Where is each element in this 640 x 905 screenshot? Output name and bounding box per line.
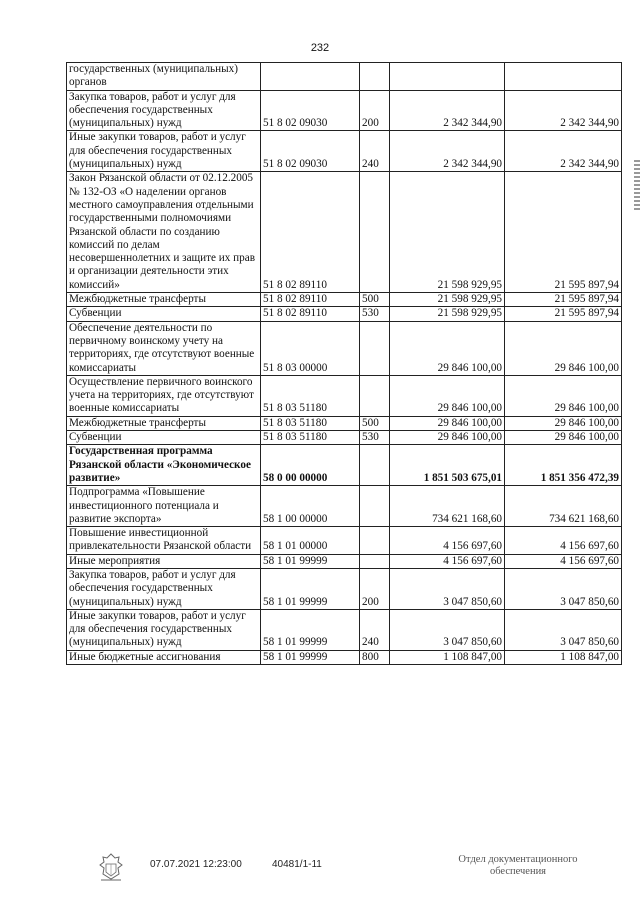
cell-amount-2: 2 342 344,90 — [505, 131, 622, 172]
cell-amount-1: 3 047 850,60 — [390, 568, 505, 609]
cell-code: 51 8 02 09030 — [261, 90, 360, 131]
cell-name: Иные закупки товаров, работ и услуг для обеспечения государственных (муниципальных) нужд — [67, 609, 261, 650]
cell-name: Иные бюджетные ассигнования — [67, 650, 261, 664]
cell-amount-1: 29 846 100,00 — [390, 416, 505, 430]
cell-code: 58 1 00 00000 — [261, 486, 360, 527]
cell-name: государственных (муниципальных) органов — [67, 63, 261, 91]
cell-amount-1: 29 846 100,00 — [390, 375, 505, 416]
cell-amount-2: 2 342 344,90 — [505, 90, 622, 131]
table-row — [67, 293, 622, 307]
table-row — [67, 527, 622, 555]
cell-name: Иные закупки товаров, работ и услуг для обеспечения государственных (муниципальных) нужд — [67, 131, 261, 172]
table-row — [67, 321, 622, 375]
department-stamp — [448, 854, 588, 878]
cell-expense-type: 240 — [360, 131, 390, 172]
stamp-line-1: Отдел документационного — [458, 854, 578, 865]
cell-amount-2: 734 621 168,60 — [505, 486, 622, 527]
table-row — [67, 486, 622, 527]
cell-code: 51 8 02 89110 — [261, 293, 360, 307]
cell-code: 51 8 03 51180 — [261, 375, 360, 416]
cell-name: Обеспечение деятельности по первичному воинскому учету на территориях, где отсутствуют военные комиссариаты — [67, 321, 261, 375]
footer-datetime: 07.07.2021 12:23:00 — [150, 859, 242, 870]
cell-amount-1: 2 342 344,90 — [390, 90, 505, 131]
cell-expense-type — [360, 321, 390, 375]
cell-code: 51 8 03 51180 — [261, 416, 360, 430]
cell-amount-1: 21 598 929,95 — [390, 307, 505, 321]
cell-amount-1: 3 047 850,60 — [390, 609, 505, 650]
cell-name: Субвенции — [67, 307, 261, 321]
table-row — [67, 554, 622, 568]
cell-amount-1: 1 108 847,00 — [390, 650, 505, 664]
cell-name: Закон Рязанской области от 02.12.2005 № 132-ОЗ «О наделении органов местного самоуправления отдельными государственными полномочиями Рязанской области по созданию комиссий по делам несовершеннолетних и защите их прав и организации деятельности этих комиссий» — [67, 172, 261, 293]
cell-code: 58 1 01 99999 — [261, 650, 360, 664]
cell-amount-1: 29 846 100,00 — [390, 431, 505, 445]
cell-name: Повышение инвестиционной привлекательности Рязанской области — [67, 527, 261, 555]
cell-amount-2: 4 156 697,60 — [505, 554, 622, 568]
table-row — [67, 375, 622, 416]
cell-code: 58 1 01 99999 — [261, 554, 360, 568]
table-row — [67, 172, 622, 293]
cell-expense-type: 500 — [360, 416, 390, 430]
cell-amount-2: 1 851 356 472,39 — [505, 445, 622, 486]
cell-code — [261, 63, 360, 91]
cell-name: Осуществление первичного воинского учета на территориях, где отсутствуют военные комиссариаты — [67, 375, 261, 416]
cell-name: Межбюджетные трансферты — [67, 416, 261, 430]
cell-amount-2: 29 846 100,00 — [505, 375, 622, 416]
cell-code: 58 1 01 00000 — [261, 527, 360, 555]
cell-expense-type — [360, 445, 390, 486]
page-footer — [0, 854, 640, 898]
table-row — [67, 131, 622, 172]
cell-amount-1 — [390, 63, 505, 91]
cell-amount-2: 21 595 897,94 — [505, 307, 622, 321]
cell-amount-2: 1 108 847,00 — [505, 650, 622, 664]
cell-code: 51 8 02 89110 — [261, 172, 360, 293]
cell-amount-2: 21 595 897,94 — [505, 172, 622, 293]
cell-amount-1: 4 156 697,60 — [390, 554, 505, 568]
cell-name: Закупка товаров, работ и услуг для обеспечения государственных (муниципальных) нужд — [67, 90, 261, 131]
coat-of-arms-icon — [97, 852, 125, 882]
cell-expense-type: 200 — [360, 568, 390, 609]
cell-expense-type: 530 — [360, 431, 390, 445]
cell-name: Закупка товаров, работ и услуг для обеспечения государственных (муниципальных) нужд — [67, 568, 261, 609]
cell-expense-type: 200 — [360, 90, 390, 131]
cell-code: 51 8 02 09030 — [261, 131, 360, 172]
table-row — [67, 416, 622, 430]
table-row — [67, 568, 622, 609]
cell-amount-1: 21 598 929,95 — [390, 172, 505, 293]
cell-amount-1: 21 598 929,95 — [390, 293, 505, 307]
table-row — [67, 431, 622, 445]
cell-code: 51 8 03 51180 — [261, 431, 360, 445]
cell-amount-2: 29 846 100,00 — [505, 321, 622, 375]
cell-code: 58 0 00 00000 — [261, 445, 360, 486]
cell-expense-type — [360, 172, 390, 293]
footer-reg-number: 40481/1-11 — [272, 859, 322, 870]
scan-edge-mark — [634, 160, 640, 210]
cell-expense-type: 240 — [360, 609, 390, 650]
cell-code: 58 1 01 99999 — [261, 609, 360, 650]
cell-expense-type — [360, 486, 390, 527]
cell-name: Государственная программа Рязанской области «Экономическое развитие» — [67, 445, 261, 486]
cell-amount-1: 1 851 503 675,01 — [390, 445, 505, 486]
cell-amount-2 — [505, 63, 622, 91]
table-row — [67, 63, 622, 91]
table-row — [67, 445, 622, 486]
budget-table — [66, 62, 622, 665]
table-row — [67, 609, 622, 650]
cell-name: Иные мероприятия — [67, 554, 261, 568]
cell-name: Субвенции — [67, 431, 261, 445]
cell-name: Подпрограмма «Повышение инвестиционного потенциала и развитие экспорта» — [67, 486, 261, 527]
cell-amount-2: 3 047 850,60 — [505, 609, 622, 650]
cell-expense-type — [360, 554, 390, 568]
cell-expense-type: 530 — [360, 307, 390, 321]
cell-amount-2: 3 047 850,60 — [505, 568, 622, 609]
cell-amount-1: 734 621 168,60 — [390, 486, 505, 527]
cell-amount-2: 4 156 697,60 — [505, 527, 622, 555]
cell-name: Межбюджетные трансферты — [67, 293, 261, 307]
table-row — [67, 650, 622, 664]
cell-expense-type: 800 — [360, 650, 390, 664]
cell-code: 51 8 02 89110 — [261, 307, 360, 321]
table-row — [67, 90, 622, 131]
cell-amount-2: 29 846 100,00 — [505, 416, 622, 430]
cell-expense-type — [360, 375, 390, 416]
stamp-line-2: обеспечения — [489, 866, 547, 877]
table-row — [67, 307, 622, 321]
cell-amount-1: 4 156 697,60 — [390, 527, 505, 555]
budget-table-body — [67, 63, 622, 665]
cell-amount-1: 29 846 100,00 — [390, 321, 505, 375]
cell-expense-type — [360, 63, 390, 91]
cell-code: 58 1 01 99999 — [261, 568, 360, 609]
cell-expense-type — [360, 527, 390, 555]
cell-code: 51 8 03 00000 — [261, 321, 360, 375]
page-number: 232 — [310, 42, 330, 54]
cell-expense-type: 500 — [360, 293, 390, 307]
cell-amount-2: 29 846 100,00 — [505, 431, 622, 445]
cell-amount-2: 21 595 897,94 — [505, 293, 622, 307]
cell-amount-1: 2 342 344,90 — [390, 131, 505, 172]
